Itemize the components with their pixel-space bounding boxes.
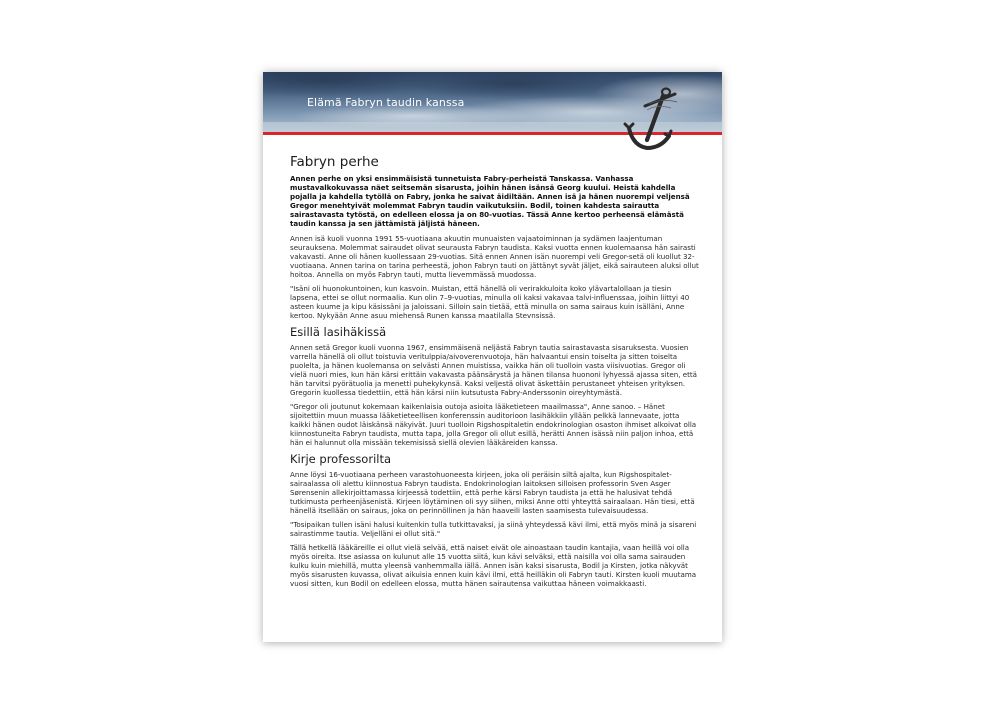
banner-title: Elämä Fabryn taudin kanssa <box>307 96 465 109</box>
paragraph: Annen setä Gregor kuoli vuonna 1967, ensimmäisenä neljästä Fabryn tautia sairastavasta sisaruksesta. Vuosien varrella hänellä oli ollut toistuvia veritulppia/aivoverenvuotoja, hän halvaantui ensin toiselta ja sitten toiselta puolelta, ja hänen kuolemansa on selvästi Annen muistissa, vaikka hän oli tuolloin vasta viisivuotias. Gregor oli vielä nuori mies, kun hän kärsi erittäin vakavasta päänsärystä ja hänen tilansa huononi lyhyessä ajassa siten, että hän tarvitsi pyörätuolia ja menetti puhekykynsä. Kaksi veljestä olivat äskettäin perustaneet yhteisen yrityksen. Gregorin kuollessa tiedettiin, että hän kärsi niin kutsutusta Fabry-Anderssonin oireyhtymästä. <box>290 343 697 397</box>
paragraph: "Gregor oli joutunut kokemaan kaikenlaisia outoja asioita lääketieteen maailmassa", Anne sanoo. – Hänet sijoitettiin muun muassa lääketieteellisen konferenssin auditorioon lasihäkkiin yllään pelkkä lannevaate, jotta kaikki hänen oudot läiskänsä näkyivät. Juuri tuolloin Rigshospitaletin endokrinologian osaston ihmiset alkoivat olla kiinnostuneita Fabryn taudista, mutta tapa, jolla Gregor oli ollut esillä, herätti Annen isässä niin paljon inhoa, että hän ei halunnut olla missään tekemisissä siellä olevien lääkäreiden kanssa. <box>290 402 697 447</box>
lead-paragraph: Annen perhe on yksi ensimmäisistä tunnetuista Fabry-perheistä Tanskassa. Vanhassa mustavalkokuvassa näet seitsemän sisarusta, joihin hänen isänsä Georg kuului. Heistä kahdella pojalla ja kahdella tytöllä on Fabry, jonka he saivat äidiltään. Annen isä ja hänen nuorempi veljensä Gregor menehtyivät molemmat Fabryn taudin vaikutuksiin. Bodil, toinen kahdesta sairautta sairastavasta tytöstä, on edelleen elossa ja on 80-vuotias. Tässä Anne kertoo perheensä elämästä taudin kanssa ja sen jättämistä jäljistä häneen. <box>290 174 690 228</box>
document-page <box>263 72 722 642</box>
paragraph: Tällä hetkellä lääkäreille ei ollut vielä selvää, että naiset eivät ole ainoastaan taudin kantajia, vaan heillä voi olla myös oireita. Itse asiassa on kulunut alle 15 vuotta siitä, kun kävi selväksi, että naisilla voi olla sama sairauden kulku kuin miehillä, mutta yleensä vanhemmalla iällä. Annen isän kaksi sisarusta, Bodil ja Kirsten, jotka näkyvät myös sisarusten kuvassa, olivat aikuisia ennen kuin kävi ilmi, että heilläkin oli Fabryn tauti. Kirsten kuoli muutama vuosi sitten, kun Bodil on edelleen elossa, mutta hänen sairautensa vaikuttaa häneen voimakkaasti. <box>290 543 697 588</box>
anchor-icon <box>619 84 689 158</box>
paragraph: Annen isä kuoli vuonna 1991 55-vuotiaana akuutin munuaisten vajaatoiminnan ja sydämen laajentuman seurauksena. Molemmat sairaudet olivat seurausta Fabryn taudista. Kaksi vuotta ennen kuolemaansa hän sairasti vakavasti. Anne oli hänen kuollessaan 29-vuotias. Sitä ennen Annen isän nuorempi veli Gregor-setä oli kuollut 32-vuotiaana. Annen tarina on tarina perheestä, johon Fabryn tauti on jättänyt syvät jäljet, eikä sairauteen aluksi ollut hoitoa. Annella on myös Fabryn tauti, mutta lievemmässä muodossa. <box>290 234 699 279</box>
paragraph: Anne löysi 16-vuotiaana perheen varastohuoneesta kirjeen, joka oli peräisin siltä ajalta, kun Rigshospitalet-sairaalassa oli alettu kiinnostua Fabryn taudista. Endokrinologian laitoksen silloisen professorin Sven Asger Sørensenin allekirjoittamassa kirjeessä todettiin, että perhe kärsi Fabryn taudista ja että he halusivat tehdä tutkimusta perheenjäsenistä. Kirjeen löytäminen oli syy siihen, miksi Anne otti yhteyttä sairaalaan. Hän tiesi, että hänellä itsellään on sairaus, joka on perinnöllinen ja hän haaveili lasten saamisesta tulevaisuudessa. <box>290 470 695 515</box>
section-heading-fabryn-perhe: Fabryn perhe <box>290 154 379 170</box>
article-body <box>290 154 699 593</box>
paragraph: "Isäni oli huonokuntoinen, kun kasvoin. Muistan, että hänellä oli verirakkuloita koko ylävartalollaan ja tiesin lapsena, ettei se ollut normaalia. Kun olin 7–9-vuotias, minulla oli kaksi vakavaa talvi-influenssaa, joihin liittyi 40 asteen kuume ja kipu käsissäni ja jaloissani. Silloin sain tietää, että minulla on sama sairaus kuin isälläni, Anne kertoo. Nykyään Anne asuu miehensä Runen kanssa maatilalla Stevnsissä. <box>290 284 690 320</box>
section-heading-kirje-professorilta: Kirje professorilta <box>290 452 392 466</box>
section-heading-esilla-lasihakissa: Esillä lasihäkissä <box>290 325 387 339</box>
paragraph: "Tosipaikan tullen isäni halusi kuitenkin tulla tutkittavaksi, ja siinä yhteydessä kävi ilmi, että myös minä ja sisareni sairastimme tautia. Veljelläni ei ollut sitä." <box>290 520 697 538</box>
